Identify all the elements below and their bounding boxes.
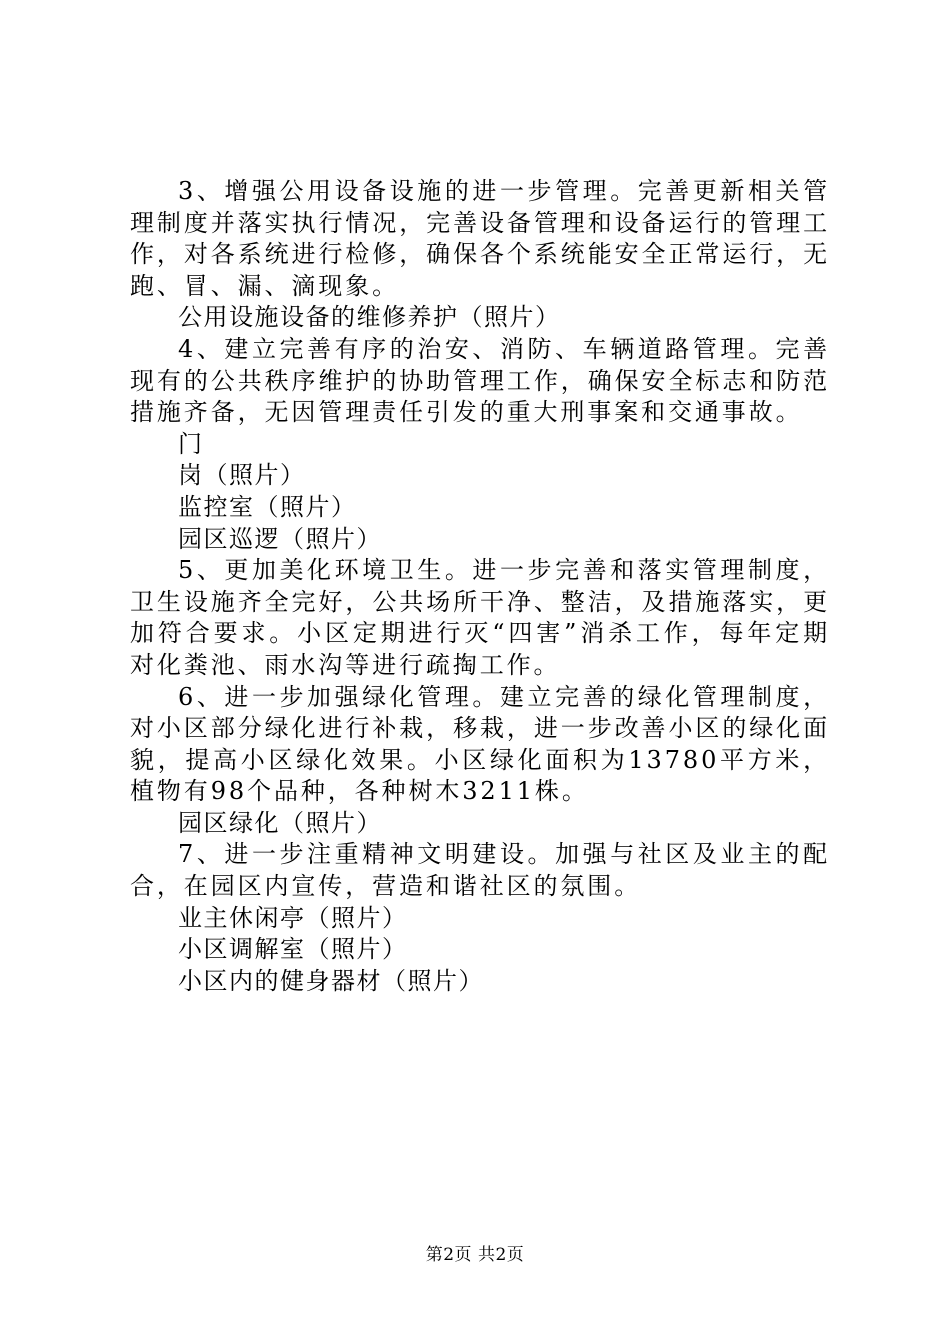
- paragraph-item-5: 5、更加美化环境卫生。进一步完善和落实管理制度，卫生设施齐全完好，公共场所干净、整洁，及措施落实，更加符合要求。小区定期进行灭“四害”消杀工作，每年定期对化粪池、雨水沟等进行疏掏工作。: [130, 556, 830, 679]
- photo-caption-monitoring-room: 监控室（照片）: [178, 492, 357, 521]
- page-number-footer: 第2页 共2页: [425, 1245, 525, 1265]
- paragraph-item-7: 7、进一步注重精神文明建设。加强与社区及业主的配合，在园区内宣传，营造和谐社区的氛围。: [130, 840, 830, 901]
- document-body: [130, 176, 830, 997]
- paragraph-item-6: 6、进一步加强绿化管理。建立完善的绿化管理制度，对小区部分绿化进行补栽，移栽，进一步改善小区的绿化面貌，提高小区绿化效果。小区绿化面积为13780平方米，植物有98个品种，各种树木3211株。: [130, 682, 830, 806]
- photo-caption-fitness-equipment: 小区内的健身器材（照片）: [178, 966, 484, 995]
- photo-caption-greening: 园区绿化（照片）: [178, 808, 382, 837]
- photo-caption-patrol: 园区巡逻（照片）: [178, 524, 382, 553]
- paragraph-item-4: 4、建立完善有序的治安、消防、车辆道路管理。完善现有的公共秩序维护的协助管理工作，确保安全标志和防范措施齐备，无因管理责任引发的重大刑事案和交通事故。: [130, 334, 830, 427]
- caption-gate: 门: [178, 429, 204, 458]
- photo-caption-guard-post: 岗（照片）: [178, 461, 306, 490]
- photo-caption-facility-maintenance: 公用设施设备的维修养护（照片）: [178, 303, 561, 332]
- photo-caption-pavilion: 业主休闲亭（照片）: [178, 903, 408, 932]
- photo-caption-mediation-room: 小区调解室（照片）: [178, 935, 408, 964]
- paragraph-item-3: 3、增强公用设备设施的进一步管理。完善更新相关管理制度并落实执行情况，完善设备管理和设备运行的管理工作，对各系统进行检修，确保各个系统能安全正常运行，无跑、冒、漏、滴现象。: [130, 177, 830, 300]
